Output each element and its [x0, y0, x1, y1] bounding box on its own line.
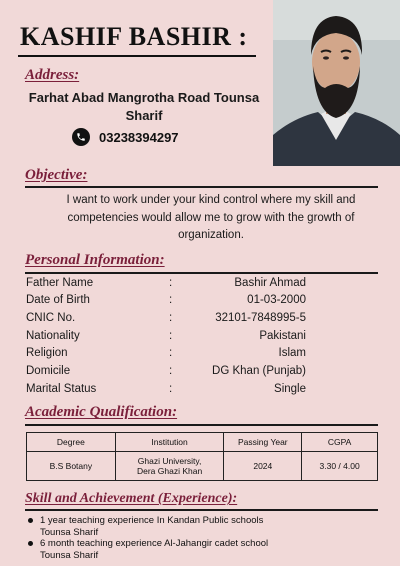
portrait-illustration	[273, 0, 400, 166]
institution-line: Dera Ghazi Khan	[136, 466, 203, 476]
skill-line: 6 month teaching experience Al-Jahangir cadet school	[40, 538, 269, 549]
info-row-marital-status	[26, 383, 306, 400]
bullet-icon	[28, 541, 33, 546]
info-row-father-name	[26, 277, 306, 294]
info-value: Bashir Ahmad	[234, 277, 306, 289]
column-header-degree: Degree	[27, 433, 116, 452]
info-value: 32101-7848995-5	[215, 312, 306, 324]
academic-title: Academic Qualification:	[25, 404, 178, 420]
objective-divider	[25, 186, 378, 188]
personal-info-divider	[25, 272, 378, 274]
academic-divider	[25, 424, 378, 426]
info-label: CNIC No.	[26, 312, 76, 324]
info-row-domicile	[26, 365, 306, 382]
skill-line: Tounsa Sharif	[40, 526, 99, 538]
info-colon: :	[169, 277, 173, 289]
address-title: Address:	[25, 67, 80, 83]
address-text: Farhat Abad Mangrotha Road Tounsa Sharif	[28, 90, 260, 123]
info-value: DG Khan (Punjab)	[212, 365, 306, 377]
name-underline	[18, 55, 256, 57]
info-value: 01-03-2000	[247, 294, 306, 306]
table-header-row	[27, 433, 378, 452]
info-label: Marital Status	[26, 383, 97, 395]
bullet-icon	[28, 518, 33, 523]
objective-text: I want to work under your kind control where my skill and competencies would allow me to grow with the growth of organization.	[66, 194, 356, 241]
institution-line: Ghazi University,	[137, 456, 202, 466]
column-header-institution: Institution	[115, 433, 224, 452]
info-row-cnic	[26, 312, 306, 329]
info-label: Father Name	[26, 277, 94, 289]
cgpa-cell: 3.30 / 4.00	[302, 452, 378, 481]
info-row-religion	[26, 347, 306, 364]
column-header-passing-year: Passing Year	[224, 433, 302, 452]
column-header-cgpa: CGPA	[302, 433, 378, 452]
info-label: Nationality	[26, 330, 80, 342]
info-colon: :	[169, 347, 173, 359]
info-row-nationality	[26, 330, 306, 347]
candidate-name: KASHIF BASHIR :	[20, 22, 248, 51]
info-row-date-of-birth	[26, 294, 306, 311]
info-colon: :	[169, 330, 173, 342]
info-value: Islam	[278, 347, 306, 359]
objective-title: Objective:	[25, 167, 88, 183]
skills-divider	[25, 509, 378, 511]
phone-number: 03238394297	[99, 129, 179, 145]
institution-cell	[115, 452, 224, 481]
info-label: Domicile	[26, 365, 71, 377]
profile-photo	[273, 0, 400, 166]
table-row	[27, 452, 378, 481]
info-label: Date of Birth	[26, 294, 90, 306]
info-value: Pakistani	[259, 330, 306, 342]
phone-icon	[72, 128, 90, 146]
skills-title: Skill and Achievement (Experience):	[25, 491, 238, 506]
info-colon: :	[169, 365, 173, 377]
personal-info-title: Personal Information:	[25, 252, 165, 268]
info-value: Single	[274, 383, 306, 395]
skill-text	[40, 515, 350, 538]
skill-text	[40, 538, 350, 561]
degree-cell: B.S Botany	[27, 452, 116, 481]
academic-table	[26, 432, 378, 481]
info-label: Religion	[26, 347, 68, 359]
skill-line: 1 year teaching experience In Kandan Public schools	[40, 515, 264, 526]
info-colon: :	[169, 312, 173, 324]
info-colon: :	[169, 383, 173, 395]
year-cell: 2024	[224, 452, 302, 481]
info-colon: :	[169, 294, 173, 306]
phone-row	[72, 128, 179, 146]
skill-line: Tounsa Sharif	[40, 549, 99, 561]
